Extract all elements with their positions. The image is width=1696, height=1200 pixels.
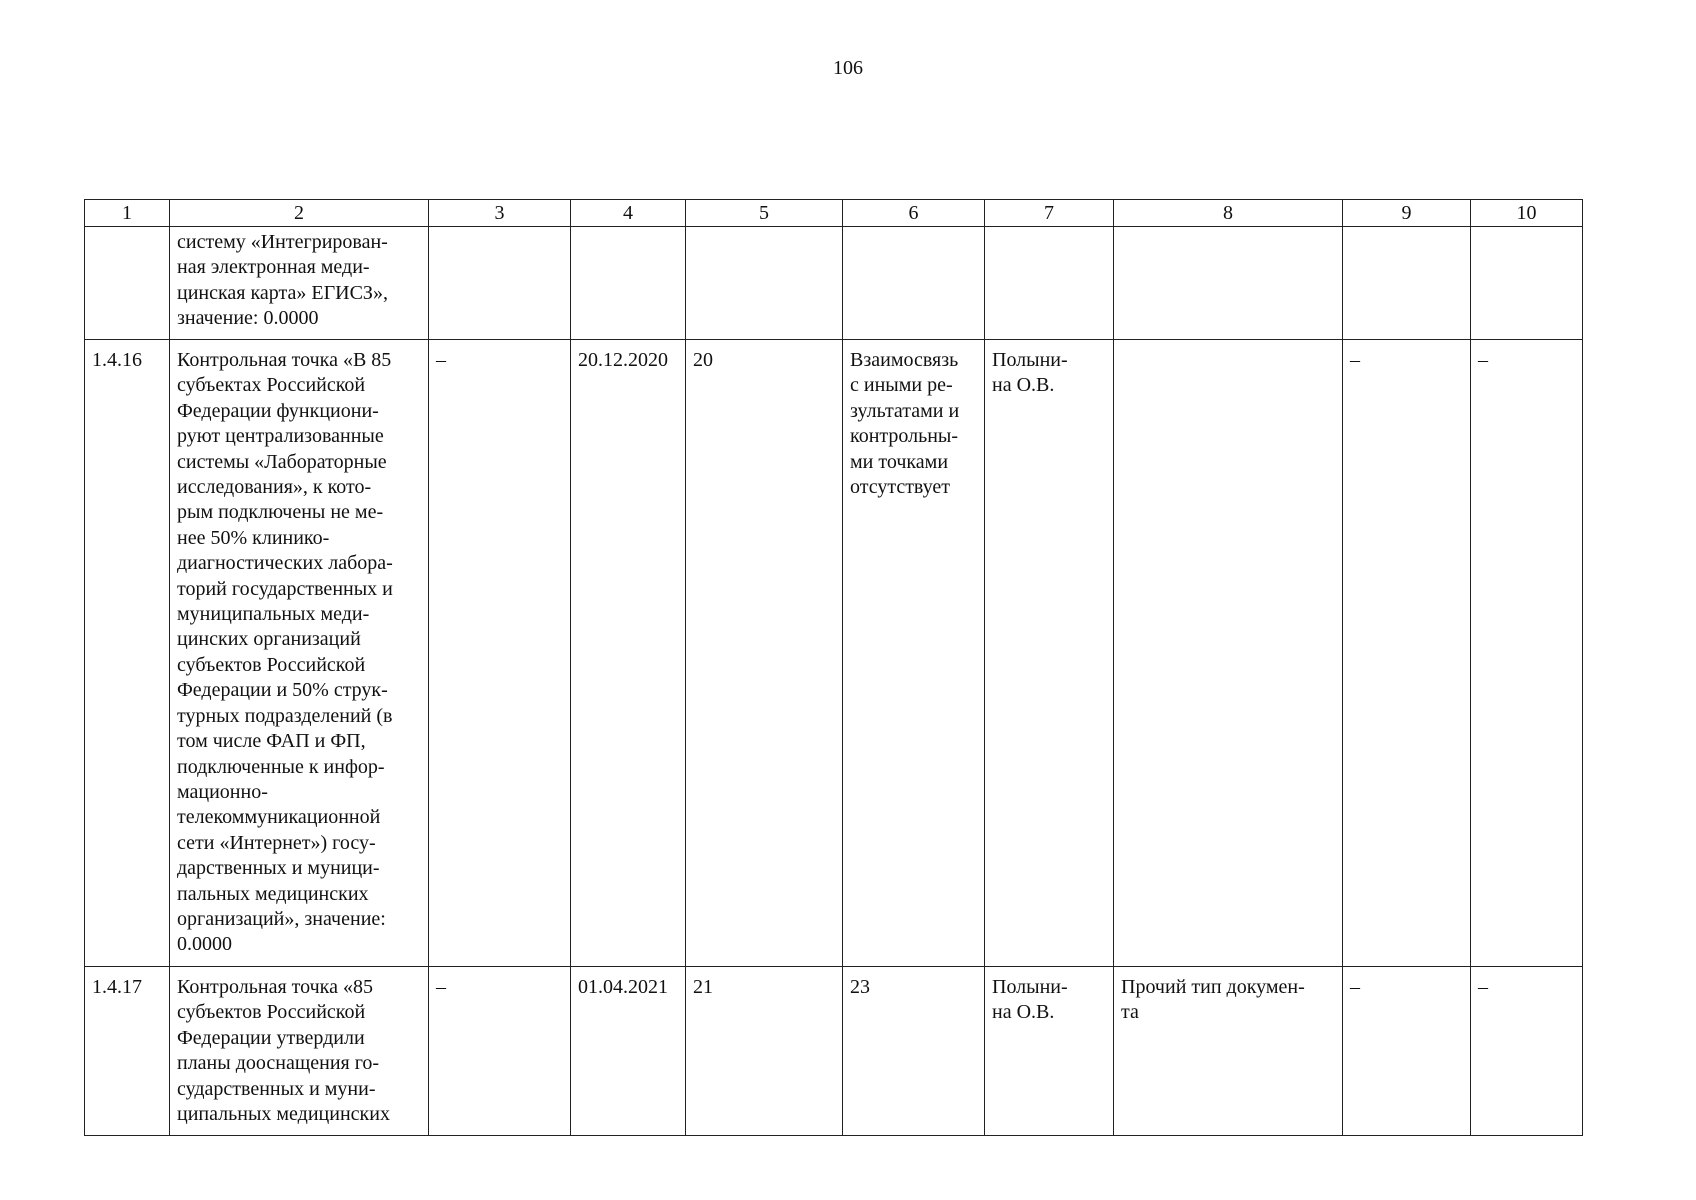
table-cell: Контрольная точка «85 субъектов Российской Федерации утвердили планы дооснащения го- сударственных и муни- ципальных медицинских [170, 967, 429, 1136]
table-row [85, 340, 1583, 967]
table-cell [571, 227, 686, 340]
table-cell: 20 [686, 340, 843, 967]
table-row [85, 967, 1583, 1136]
table-cell: 1.4.16 [85, 340, 170, 967]
column-header: 9 [1343, 200, 1471, 227]
table-cell: Полыни- на О.В. [985, 967, 1114, 1136]
table-cell [1114, 227, 1343, 340]
table-cell [85, 227, 170, 340]
column-header: 6 [843, 200, 985, 227]
column-header: 5 [686, 200, 843, 227]
table-cell [1471, 227, 1583, 340]
table-cell: – [1471, 967, 1583, 1136]
column-header: 7 [985, 200, 1114, 227]
table-cell: систему «Интегрирован- ная электронная меди- цинская карта» ЕГИСЗ», значение: 0.0000 [170, 227, 429, 340]
table-cell: 1.4.17 [85, 967, 170, 1136]
column-header: 8 [1114, 200, 1343, 227]
table-cell: – [429, 340, 571, 967]
table-cell: – [1343, 967, 1471, 1136]
table-cell: – [1343, 340, 1471, 967]
table-cell: Прочий тип докумен- та [1114, 967, 1343, 1136]
column-header: 4 [571, 200, 686, 227]
table-cell: Полыни- на О.В. [985, 340, 1114, 967]
table-cell: Взаимосвязь с иными ре- зультатами и контрольны- ми точками отсутствует [843, 340, 985, 967]
column-header: 10 [1471, 200, 1583, 227]
table-row [85, 227, 1583, 340]
column-header: 1 [85, 200, 170, 227]
control-points-table [84, 199, 1583, 1136]
table-cell [843, 227, 985, 340]
page-number: 106 [833, 57, 863, 79]
table-cell [1343, 227, 1471, 340]
table-header-row [85, 200, 1583, 227]
column-header: 3 [429, 200, 571, 227]
table-cell: – [1471, 340, 1583, 967]
table-cell: 20.12.2020 [571, 340, 686, 967]
table-cell [1114, 340, 1343, 967]
table-cell [686, 227, 843, 340]
table-cell: – [429, 967, 571, 1136]
table-cell: 23 [843, 967, 985, 1136]
table-cell [429, 227, 571, 340]
table-cell: 01.04.2021 [571, 967, 686, 1136]
table-cell [985, 227, 1114, 340]
table-cell: 21 [686, 967, 843, 1136]
column-header: 2 [170, 200, 429, 227]
table-cell: Контрольная точка «В 85 субъектах Российской Федерации функциони- руют централизованные системы «Лабораторные исследования», к кото- рым подключены не ме- нее 50% клинико- диагностических лабора- торий государственных и муниципальных меди- цинских организаций субъектов Российской Федерации и 50% струк- турных подразделений (в том числе ФАП и ФП, подключенные к инфор- мационно- телекоммуникационной сети «Интернет») госу- дарственных и муници- пальных медицинских организаций», значение: 0.0000 [170, 340, 429, 967]
